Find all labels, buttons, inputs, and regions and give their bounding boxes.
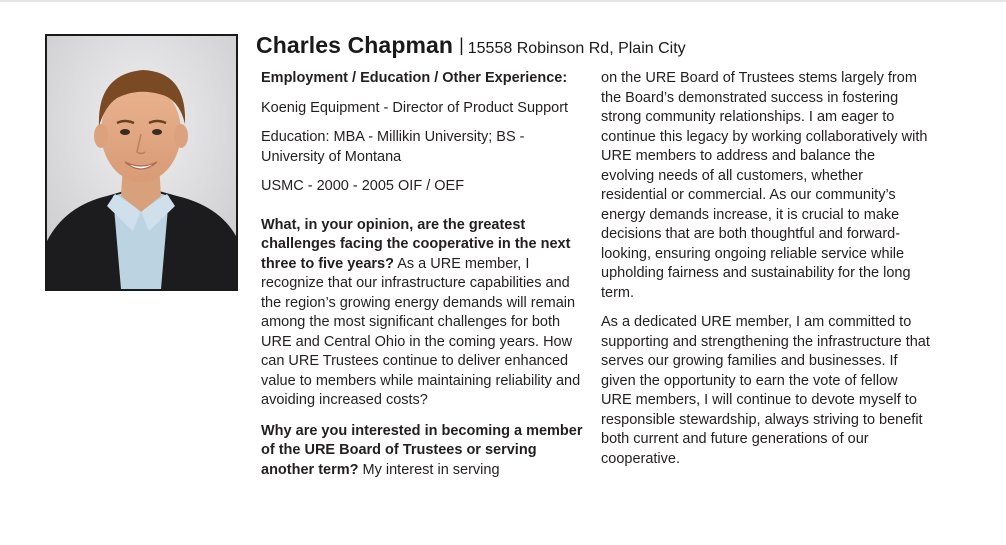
candidate-name: Charles Chapman: [256, 32, 454, 58]
answer2-closing-text: As a dedicated URE member, I am committed to supporting and strengthening the infrastructure that serves our growing families and businesses. If given the opportunity to earn the vote of fellow URE members, I will continue to devote myself to responsible stewardship, always striving to benefit both current and future generations of our cooperative.: [601, 314, 930, 467]
military-text: USMC - 2000 - 2005 OIF / OEF: [261, 178, 465, 194]
header-separator: |: [459, 35, 464, 55]
portrait-photo-icon: [47, 36, 236, 289]
answer2-continued-text: on the URE Board of Trustees stems largely from the Board’s demonstrated success in fostering strong community relationships. I am eager to continue this legacy by working collaboratively with URE members to address and balance the evolving needs of all customers, whether residential or commercial. As our community’s energy demands increase, it is crucial to make decisions that are both thoughtful and forward-looking, ensuring ongoing reliable service while upholding fairness and sustainability for the long term.: [601, 70, 928, 301]
answer2-start-text: My interest in serving: [362, 461, 500, 478]
experience-heading: Employment / Education / Other Experience:: [261, 70, 568, 86]
question1-text: What, in your opinion, are the greatest challenges facing the cooperative in the next three to five years?: [261, 216, 571, 272]
answer1-text: As a URE member, I recognize that our infrastructure capabilities and the region’s growing energy demands will remain among the most significant challenges for both URE and Central Ohio in the coming years. How can URE Trustees continue to deliver enhanced value to members while maintaining reliability and avoiding increased costs?: [261, 255, 581, 408]
right-column: [601, 69, 931, 469]
candidate-address: 15558 Robinson Rd, Plain City: [467, 40, 686, 57]
question2-text: Why are you interested in becoming a member of the URE Board of Trustees or serving another term?: [261, 422, 583, 478]
employment-text: Koenig Equipment - Director of Product Support: [261, 99, 569, 116]
candidate-photo: [45, 34, 238, 291]
left-column: [261, 69, 587, 480]
question1-paragraph: [261, 216, 587, 411]
question2-paragraph: [261, 422, 587, 481]
candidate-header: [256, 32, 686, 59]
education-text: Education: MBA - Millikin University; BS - University of Montana: [261, 129, 525, 165]
top-divider: [0, 0, 1006, 2]
